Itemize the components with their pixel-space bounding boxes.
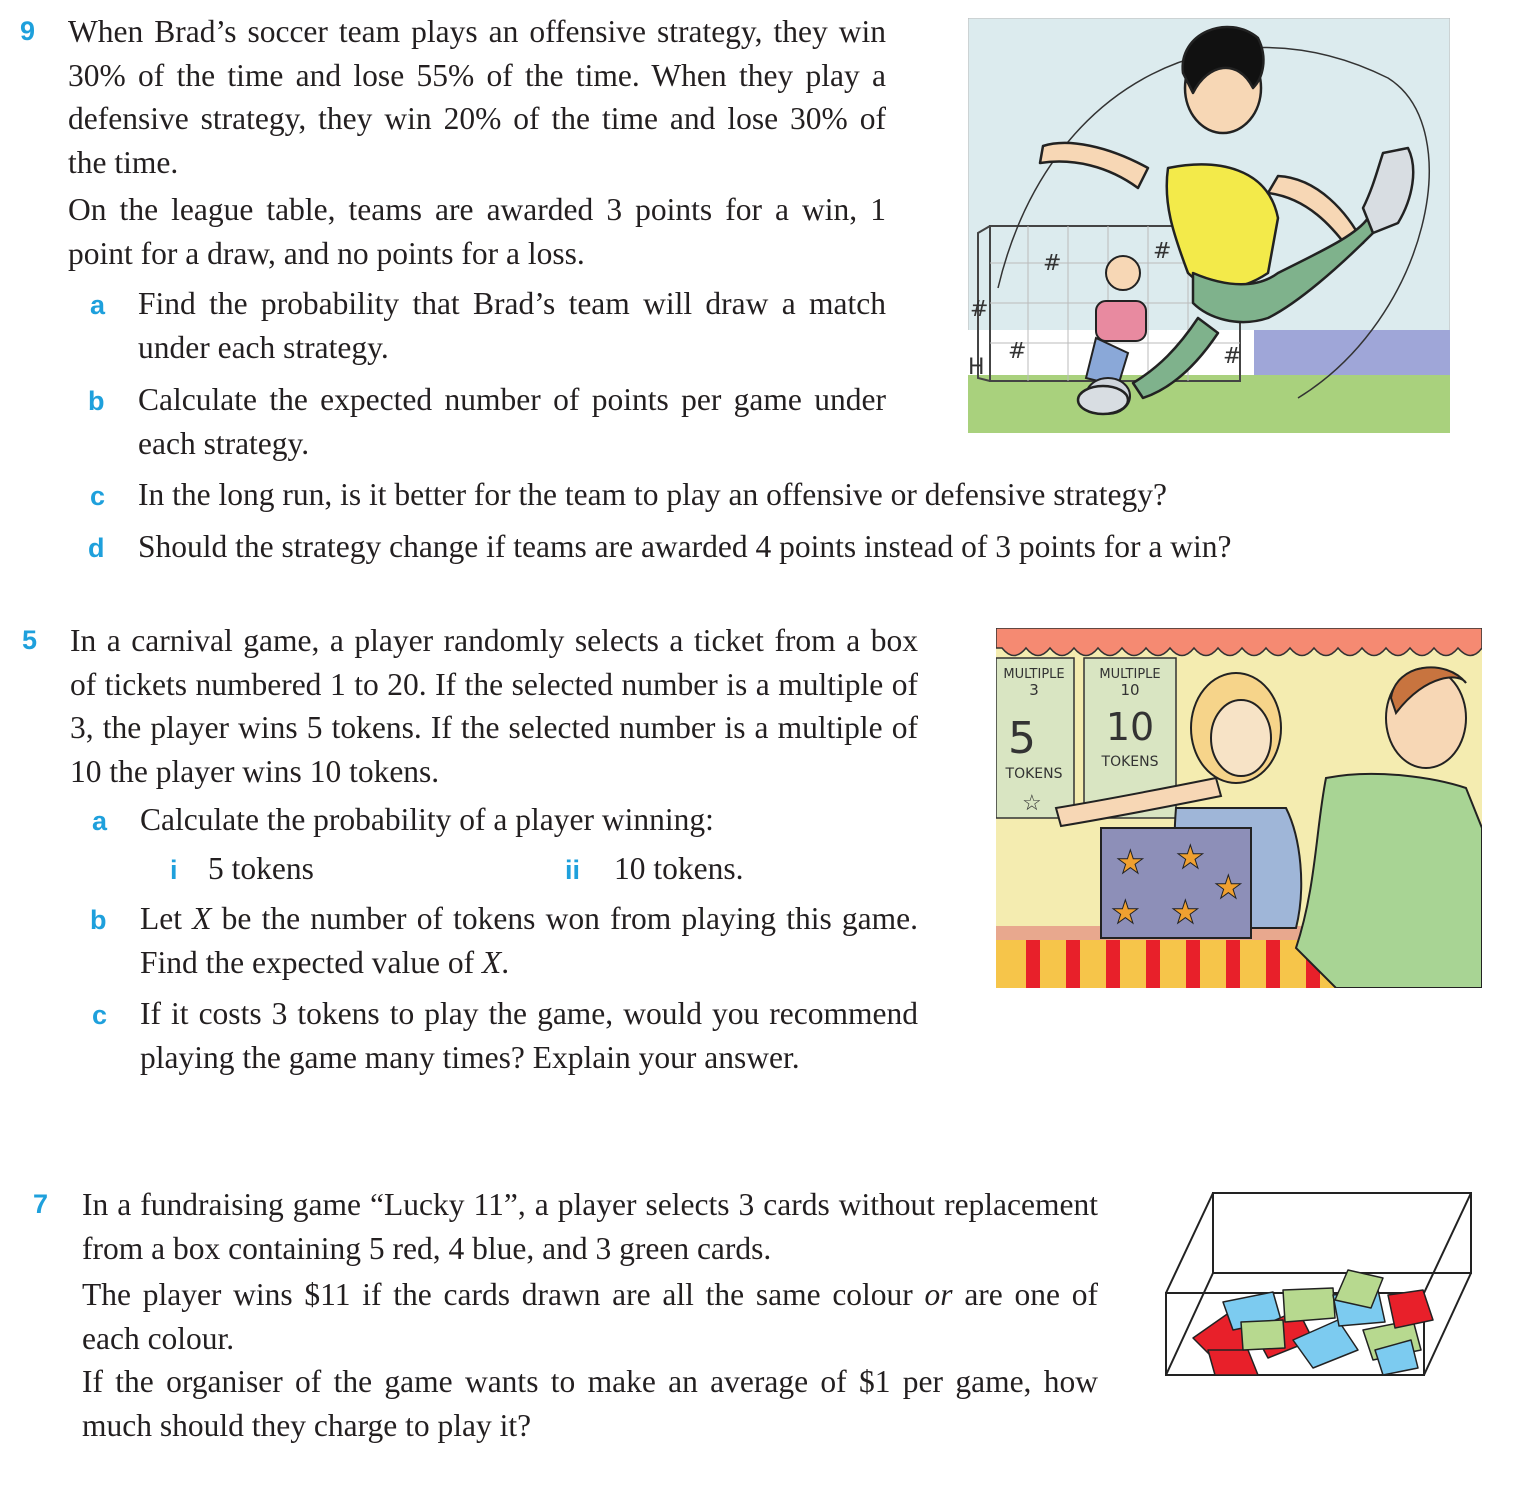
post-label: H [968, 355, 985, 380]
star-icon: ★ [1111, 893, 1140, 931]
part-label-c: c [90, 481, 106, 511]
question-number: 7 [33, 1189, 49, 1219]
star-icon: ★ [1116, 843, 1145, 881]
goal-mark: # [970, 297, 989, 322]
soccer-player-kick-illustration [968, 18, 1450, 433]
part-c-text: If it costs 3 tokens to play the game, would you recommend playing the game many times? Explain your answer. [140, 996, 918, 1075]
part-label-a: a [92, 806, 108, 836]
part-label-c: c [92, 1000, 108, 1030]
star-icon: ★ [1171, 893, 1200, 931]
part-c-text: In the long run, is it better for the team to play an offensive or defensive strategy? [138, 477, 1167, 512]
part-label-d: d [88, 533, 105, 563]
sign-text: TOKENS [1005, 766, 1063, 782]
goal-mark: # [1008, 339, 1027, 364]
star-icon: ☆ [1022, 790, 1042, 815]
part-a-text: Find the probability that Brad’s team will draw a match under each strategy. [138, 286, 886, 365]
variable-x: X [192, 901, 212, 936]
star-icon: ★ [1176, 838, 1205, 876]
question-intro: In a fundraising game “Lucky 11”, a player selects 3 cards without replacement from a box containing 5 red, 4 blue, and 3 green cards. [82, 1187, 1098, 1266]
variable-x: X [482, 944, 502, 980]
sub-label-ii: ii [565, 855, 581, 885]
sign-text: 5 [1008, 713, 1036, 764]
sign-text: TOKENS [1101, 754, 1159, 770]
question-rules: On the league table, teams are awarded 3 points for a win, 1 point for a draw, and no points for a loss. [68, 192, 886, 271]
carnival-booth-illustration [996, 628, 1482, 988]
question-number: 5 [22, 625, 38, 655]
star-icon: ★ [1214, 868, 1243, 906]
part-b-text: Let X be the number of tokens won from playing this game. Find the expected value of X. [140, 901, 919, 980]
sub-label-i: i [170, 855, 178, 885]
sign-text: 3 [1029, 681, 1039, 699]
question-intro: When Brad’s soccer team plays an offensive strategy, they win 30% of the time and lose 55% of the time. When they play a defensive strategy, they win 20% of the time and lose 30% of the time. [68, 14, 886, 180]
sign-text: 10 [1120, 681, 1140, 699]
part-b-text: Calculate the expected number of points per game under each strategy. [138, 382, 886, 461]
goal-mark: # [1153, 239, 1172, 264]
sub-ii-text: 10 tokens. [614, 851, 744, 886]
part-d-text: Should the strategy change if teams are awarded 4 points instead of 3 points for a win? [138, 529, 1232, 564]
sign-text: 10 [1105, 705, 1155, 749]
goal-mark: # [1043, 251, 1062, 276]
part-a-text: Calculate the probability of a player winning: [140, 802, 714, 837]
part-label-b: b [90, 905, 107, 935]
card-box-illustration [1163, 1190, 1475, 1380]
question-ask: If the organiser of the game wants to make an average of $1 per game, how much should they charge to play it? [82, 1364, 1098, 1443]
sub-i-text: 5 tokens [208, 851, 314, 886]
part-label-a: a [90, 290, 106, 320]
question-number: 9 [20, 16, 36, 46]
goal-mark: # [1223, 344, 1242, 369]
question-win-condition: The player wins $11 if the cards drawn are all the same colour or are one of each colour. [82, 1277, 1098, 1356]
sign-text: MULTIPLE [1003, 667, 1065, 682]
question-intro: In a carnival game, a player randomly selects a ticket from a box of tickets numbered 1 to 20. If the selected number is a multiple of 3, the player wins 5 tokens. If the selected number is a multiple of 10 the player wins 10 tokens. [70, 623, 918, 789]
sign-text: MULTIPLE [1099, 667, 1161, 682]
part-label-b: b [88, 386, 105, 416]
